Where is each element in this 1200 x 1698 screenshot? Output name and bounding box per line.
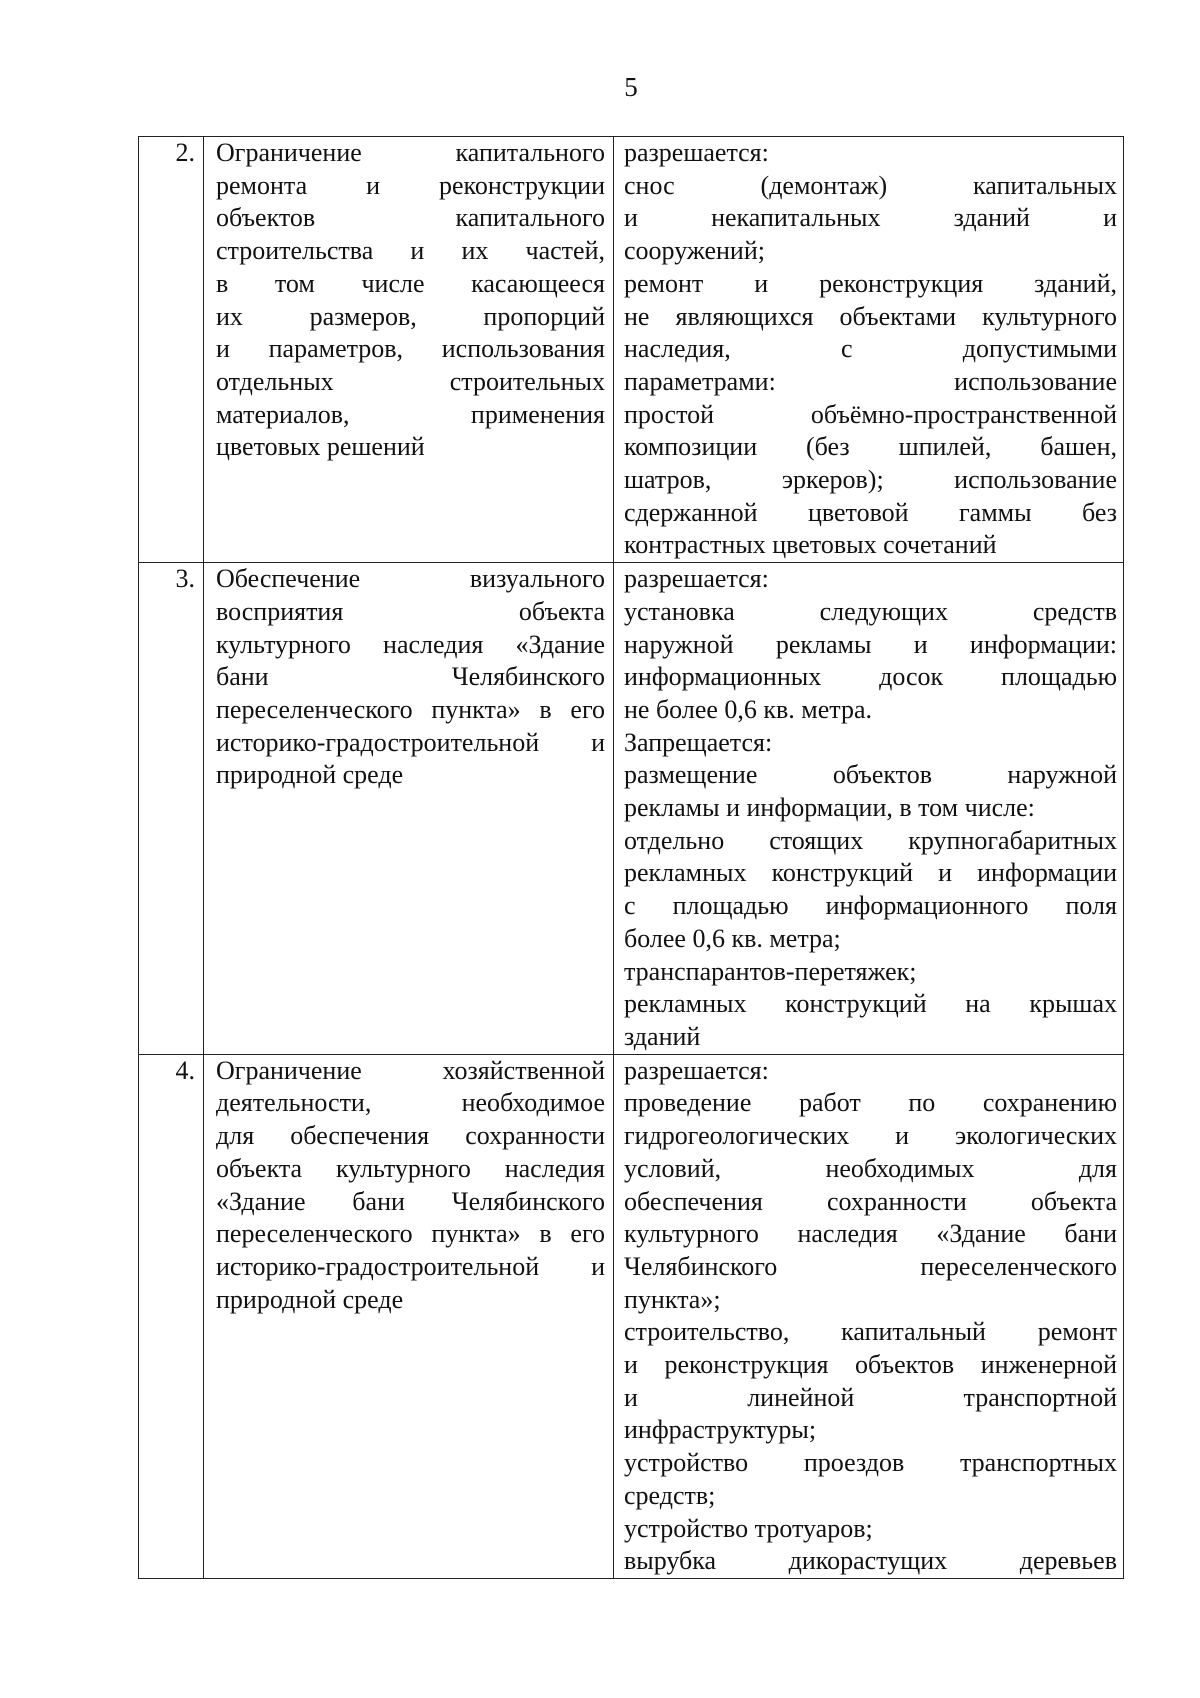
regulation-text-line: параметрами: использование: [624, 366, 1117, 396]
regulations-table: [138, 136, 1124, 1579]
restriction-name-line: Ограничение хозяйственной: [216, 1055, 605, 1085]
regulation-text-line: устройство проездов транспортных: [624, 1448, 1117, 1478]
restriction-name-line: природной среде: [216, 1284, 404, 1314]
restriction-name-line: «Здание бани Челябинского: [216, 1186, 605, 1216]
regulation-text-line: не являющихся объектами культурного: [624, 301, 1117, 331]
regulation-text-line: обеспечения сохранности объекта: [624, 1186, 1117, 1216]
regulation-text-line: сооружений;: [624, 236, 765, 266]
restriction-name-line: деятельности, необходимое: [216, 1088, 605, 1118]
restriction-name-line: историко-градостроительной и: [216, 1251, 605, 1281]
regulation-text-line: культурного наследия «Здание бани: [624, 1219, 1117, 1249]
regulation-text-line: строительство, капитальный ремонт: [624, 1317, 1117, 1347]
restriction-name-cell: [204, 1054, 614, 1578]
regulation-text-line: средств;: [624, 1480, 716, 1510]
table-row: [139, 563, 1124, 1055]
regulation-text-line: композиции (без шпилей, башен,: [624, 432, 1117, 462]
restriction-name-line: для обеспечения сохранности: [216, 1121, 605, 1151]
regulation-text-line: и некапитальных зданий и: [624, 203, 1117, 233]
restriction-name-line: объекта культурного наследия: [216, 1153, 605, 1183]
regulation-text-line: информационных досок площадью: [624, 662, 1117, 692]
regulation-text-line: и линейной транспортной: [624, 1382, 1117, 1412]
regulation-text-cell: [614, 563, 1124, 1055]
regulation-text-line: транспарантов-перетяжек;: [624, 956, 917, 986]
regulation-text-line: вырубка дикорастущих деревьев: [624, 1546, 1117, 1576]
regulation-text-line: ремонт и реконструкция зданий,: [624, 268, 1117, 298]
regulation-text-line: устройство тротуаров;: [624, 1513, 873, 1543]
regulation-text-line: установка следующих средств: [624, 596, 1117, 626]
regulation-text-line: наружной рекламы и информации:: [624, 629, 1117, 659]
restriction-name-line: материалов, применения: [216, 399, 605, 429]
regulation-text-line: отдельно стоящих крупногабаритных: [624, 825, 1117, 855]
regulation-text-line: не более 0,6 кв. метра.: [624, 694, 873, 724]
restriction-name-line: Обеспечение визуального: [216, 564, 605, 594]
page-number: 5: [624, 72, 638, 102]
regulation-text-line: Челябинского переселенческого: [624, 1251, 1117, 1281]
restriction-name-cell: [204, 563, 614, 1055]
restriction-name-line: природной среде: [216, 760, 404, 790]
restriction-name-line: историко-градостроительной и: [216, 727, 605, 757]
restriction-name-line: восприятия объекта: [216, 596, 605, 626]
restriction-name-line: бани Челябинского: [216, 662, 605, 692]
regulation-text-line: наследия, с допустимыми: [624, 334, 1117, 364]
row-number: 4.: [139, 1054, 204, 1578]
regulation-text-line: условий, необходимых для: [624, 1153, 1117, 1183]
regulation-text-line: с площадью информационного поля: [624, 891, 1117, 921]
regulation-text-line: рекламных конструкций на крышах: [624, 989, 1117, 1019]
regulation-text-line: шатров, эркеров); использование: [624, 465, 1117, 495]
restriction-name-line: и параметров, использования: [216, 334, 605, 364]
regulation-text-line: более 0,6 кв. метра;: [624, 923, 841, 953]
restriction-name-line: Ограничение капитального: [216, 138, 605, 167]
table-row: [139, 137, 1124, 563]
regulation-text-line: зданий: [624, 1021, 701, 1051]
regulation-text-line: снос (демонтаж) капитальных: [624, 170, 1117, 200]
regulation-text-line: разрешается:: [624, 564, 769, 594]
restriction-name-line: их размеров, пропорций: [216, 301, 605, 331]
regulation-text-line: размещение объектов наружной: [624, 760, 1117, 790]
regulation-text-line: гидрогеологических и экологических: [624, 1121, 1117, 1151]
regulation-text-line: Запрещается:: [624, 727, 773, 757]
regulation-text-line: разрешается:: [624, 138, 769, 167]
regulation-text-cell: [614, 1054, 1124, 1578]
regulation-text-line: разрешается:: [624, 1055, 769, 1085]
restriction-name-line: объектов капитального: [216, 203, 605, 233]
restriction-name-cell: [204, 137, 614, 563]
restriction-name-line: ремонта и реконструкции: [216, 170, 605, 200]
restriction-name-line: цветовых решений: [216, 432, 425, 462]
restriction-name-line: переселенческого пункта» в его: [216, 694, 605, 724]
regulation-text-line: пункта»;: [624, 1284, 721, 1314]
restriction-name-line: в том числе касающееся: [216, 268, 605, 298]
table-row: [139, 1054, 1124, 1578]
row-number: 3.: [139, 563, 204, 1055]
restriction-name-line: отдельных строительных: [216, 366, 605, 396]
regulation-text-line: контрастных цветовых сочетаний: [624, 530, 997, 560]
regulation-text-line: простой объёмно-пространственной: [624, 399, 1117, 429]
regulation-text-line: проведение работ по сохранению: [624, 1088, 1117, 1118]
restriction-name-line: строительства и их частей,: [216, 236, 605, 266]
restriction-name-line: переселенческого пункта» в его: [216, 1219, 605, 1249]
regulation-text-line: сдержанной цветовой гаммы без: [624, 497, 1117, 527]
regulation-text-line: инфраструктуры;: [624, 1415, 817, 1445]
row-number: 2.: [139, 137, 204, 563]
restriction-name-line: культурного наследия «Здание: [216, 629, 605, 659]
regulation-text-line: рекламных конструкций и информации: [624, 858, 1117, 888]
regulation-text-line: и реконструкция объектов инженерной: [624, 1350, 1117, 1380]
regulation-text-cell: [614, 137, 1124, 563]
regulation-text-line: рекламы и информации, в том числе:: [624, 793, 1035, 823]
